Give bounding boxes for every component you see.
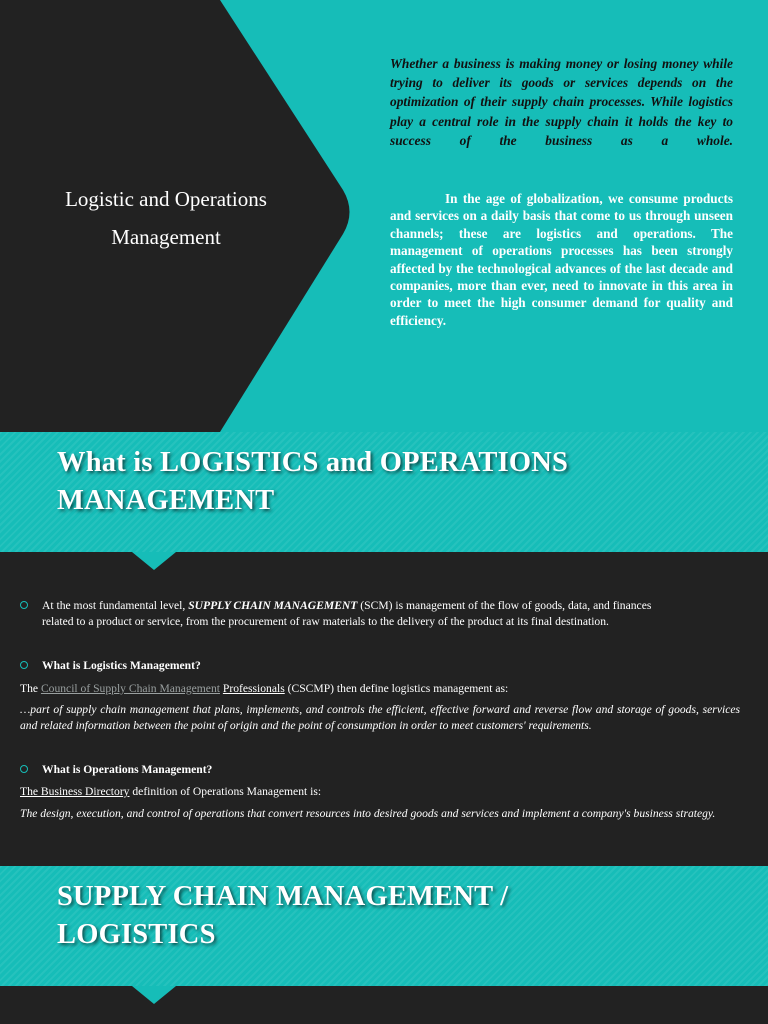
- title-slide: [0, 0, 768, 432]
- logistics-heading: What is Logistics Management?: [42, 659, 201, 672]
- scm-emphasis: SUPPLY CHAIN MANAGEMENT: [188, 599, 358, 612]
- operations-heading: What is Operations Management?: [42, 763, 213, 776]
- professionals-link[interactable]: Professionals: [222, 682, 285, 695]
- intro-paragraph: Whether a business is making money or losing money while trying to deliver its goods or services depends on the optimization of their supply chain processes. While logistics play a central role in the supply chain it holds the key to success of the business as a whole.: [390, 56, 733, 148]
- circle-bullet-icon: [20, 765, 28, 773]
- banner-heading-line2: MANAGEMENT: [57, 485, 275, 516]
- operations-definition: The design, execution, and control of operations that convert resources into desired goods and services and implement a company's business strategy.: [20, 807, 716, 820]
- cscmp-line: The Council of Supply Chain Management Professionals (CSCMP) then define logistics management as:: [20, 682, 509, 695]
- banner2-heading-line1: SUPPLY CHAIN MANAGEMENT /: [57, 881, 509, 912]
- slide-title: Logistic and Operations Management: [65, 187, 267, 249]
- section-banner-logistics: [0, 432, 768, 552]
- circle-bullet-icon: [20, 601, 28, 609]
- business-directory-line: The Business Directory definition of Operations Management is:: [20, 785, 322, 798]
- banner-heading-line1: What is LOGISTICS and OPERATIONS: [57, 447, 569, 478]
- section-banner-scm: [0, 866, 768, 986]
- circle-bullet-icon: [20, 661, 28, 669]
- logistics-definition: …part of supply chain management that plans, implements, and controls the efficient, effective forward and reverse flow and storage of goods, services and related information between the point of origin and the point of consumption in order to meet customers' requirements.: [20, 703, 740, 732]
- body-paragraph: In the age of globalization, we consume products and services on a daily basis that come to us through unseen channels; these are logistics and operations. The management of operations processes has been strongly affected by the technological advances of the last decade and companies, more than ever, need to innovate in this area in order to meet the high consumer demand for quality and efficiency.: [390, 191, 733, 328]
- banner2-notch: [132, 986, 176, 1004]
- banner-heading: [57, 444, 697, 520]
- business-directory-link[interactable]: The Business Directory: [20, 785, 130, 798]
- cscmp-link[interactable]: Council of Supply Chain Management: [40, 682, 220, 695]
- scm-text: At the most fundamental level, SUPPLY CHAIN MANAGEMENT (SCM) is management of the flow of goods, data, and finances related to a product or service, from the procurement of raw materials to the delivery of the product at its final destination.: [42, 599, 652, 628]
- banner-notch: [132, 552, 176, 570]
- banner2-heading-line2: LOGISTICS: [57, 919, 216, 950]
- banner2-heading: [57, 878, 697, 954]
